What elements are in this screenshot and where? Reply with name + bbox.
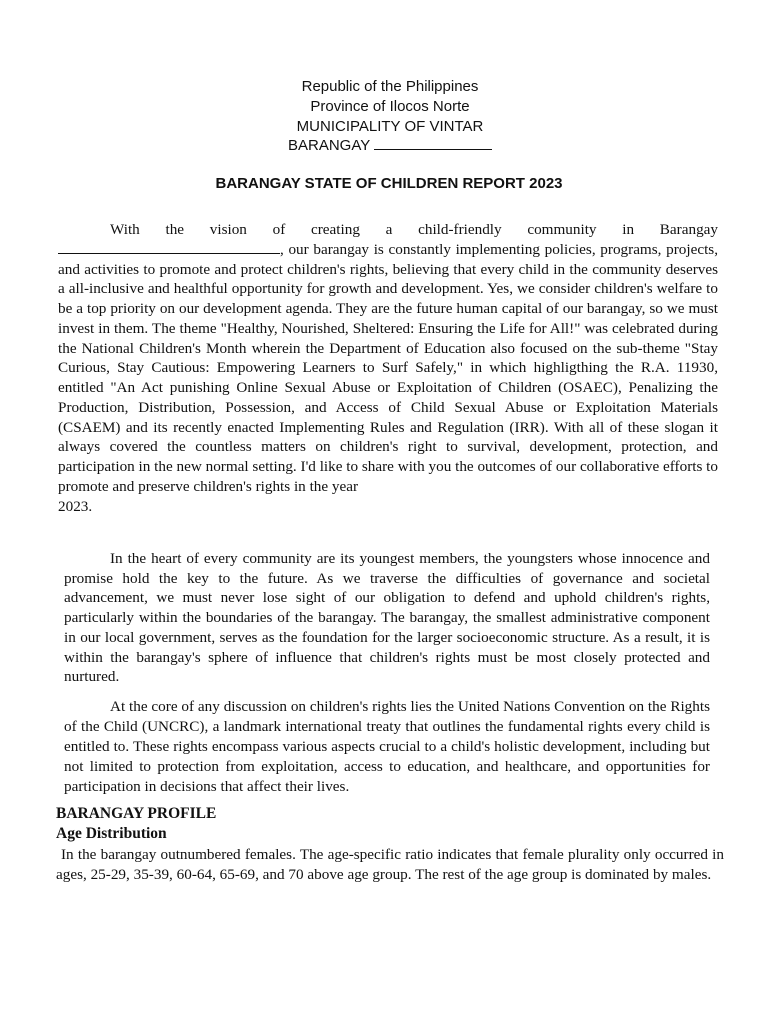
section-heading-profile: BARANGAY PROFILE <box>56 805 217 822</box>
intro-end: 2023. <box>58 497 93 515</box>
uncrc-paragraph: At the core of any discussion on children's rights lies the United Nations Convention on the Rights of the Child (UNCRC), a landmark international treaty that outlines the fundamental rights every child is entitled to. These rights encompass various aspects crucial to a child's holistic development, including but not limited to protection from exploitation, access to education, and healthcare, and opportunities for participation in decisions that affect their lives. <box>64 698 710 795</box>
age-distribution-paragraph: In the barangay outnumbered females. The age-specific ratio indicates that female plurality only occurred in ages, 25-29, 35-39, 60-64, 65-69, and 70 above age group. The rest of the age group is dominated by males. <box>56 846 724 883</box>
intro-rest: , our barangay is constantly implementing policies, programs, projects, and activities to promote and protect children's rights, believing that every child in the community deserves a all-inclusive and healthful opportunity for growth and development. Yes, we consider children's welfare to be a top priority on our development agenda. They are the future human capital of our barangay, so we must invest in them. The theme "Healthy, Nourished, Sheltered: Ensuring the Life for All!" was celebrated during the National Children's Month wherein the Department of Education also focused on the sub-theme "Stay Curious, Stay Cautious: Empowering Learners to Surf Safely," in which highligthing the R.A. 11930, entitled "An Act punishing Online Sexual Abuse or Exploitation of Children (OSAEC), Penalizing the Production, Distribution, Possession, and Access of Child Sexual Abuse or Exploitation Materials (CSAEM) and its recently enacted Implementing Rules and Regulation (IRR). With all of these slogan it always covered the countless matters on children's right to survival, development, protection, and participation in the new normal setting. I'd like to share with you the outcomes of our collaborative efforts to promote and preserve children's rights in the year <box>58 240 718 495</box>
header-municipality: MUNICIPALITY OF VINTAR <box>296 118 484 135</box>
intro-paragraph <box>58 220 718 516</box>
intro-start: With the vision of creating a child-friendly community in Barangay <box>110 221 718 238</box>
barangay-blank-line <box>374 137 492 150</box>
barangay-name-blank <box>58 241 280 254</box>
header-province: Province of Ilocos Norte <box>310 98 470 115</box>
report-title: BARANGAY STATE OF CHILDREN REPORT 2023 <box>215 175 563 192</box>
header-barangay-label: BARANGAY <box>288 137 375 154</box>
community-paragraph: In the heart of every community are its youngest members, the youngsters whose innocence and promise hold the key to the future. As we traverse the difficulties of governance and societal advancement, we must never lose sight of our obligation to defend and uphold children's rights, particularly within the boundaries of the barangay. The barangay, the smallest administrative component in our local government, serves as the foundation for the larger socioeconomic structure. As a result, it is within the barangay's sphere of influence that children's rights must be most closely protected and nurtured. <box>64 550 710 686</box>
header-republic: Republic of the Philippines <box>301 78 479 95</box>
subsection-heading-age: Age Distribution <box>56 825 167 842</box>
header-barangay <box>288 136 548 156</box>
